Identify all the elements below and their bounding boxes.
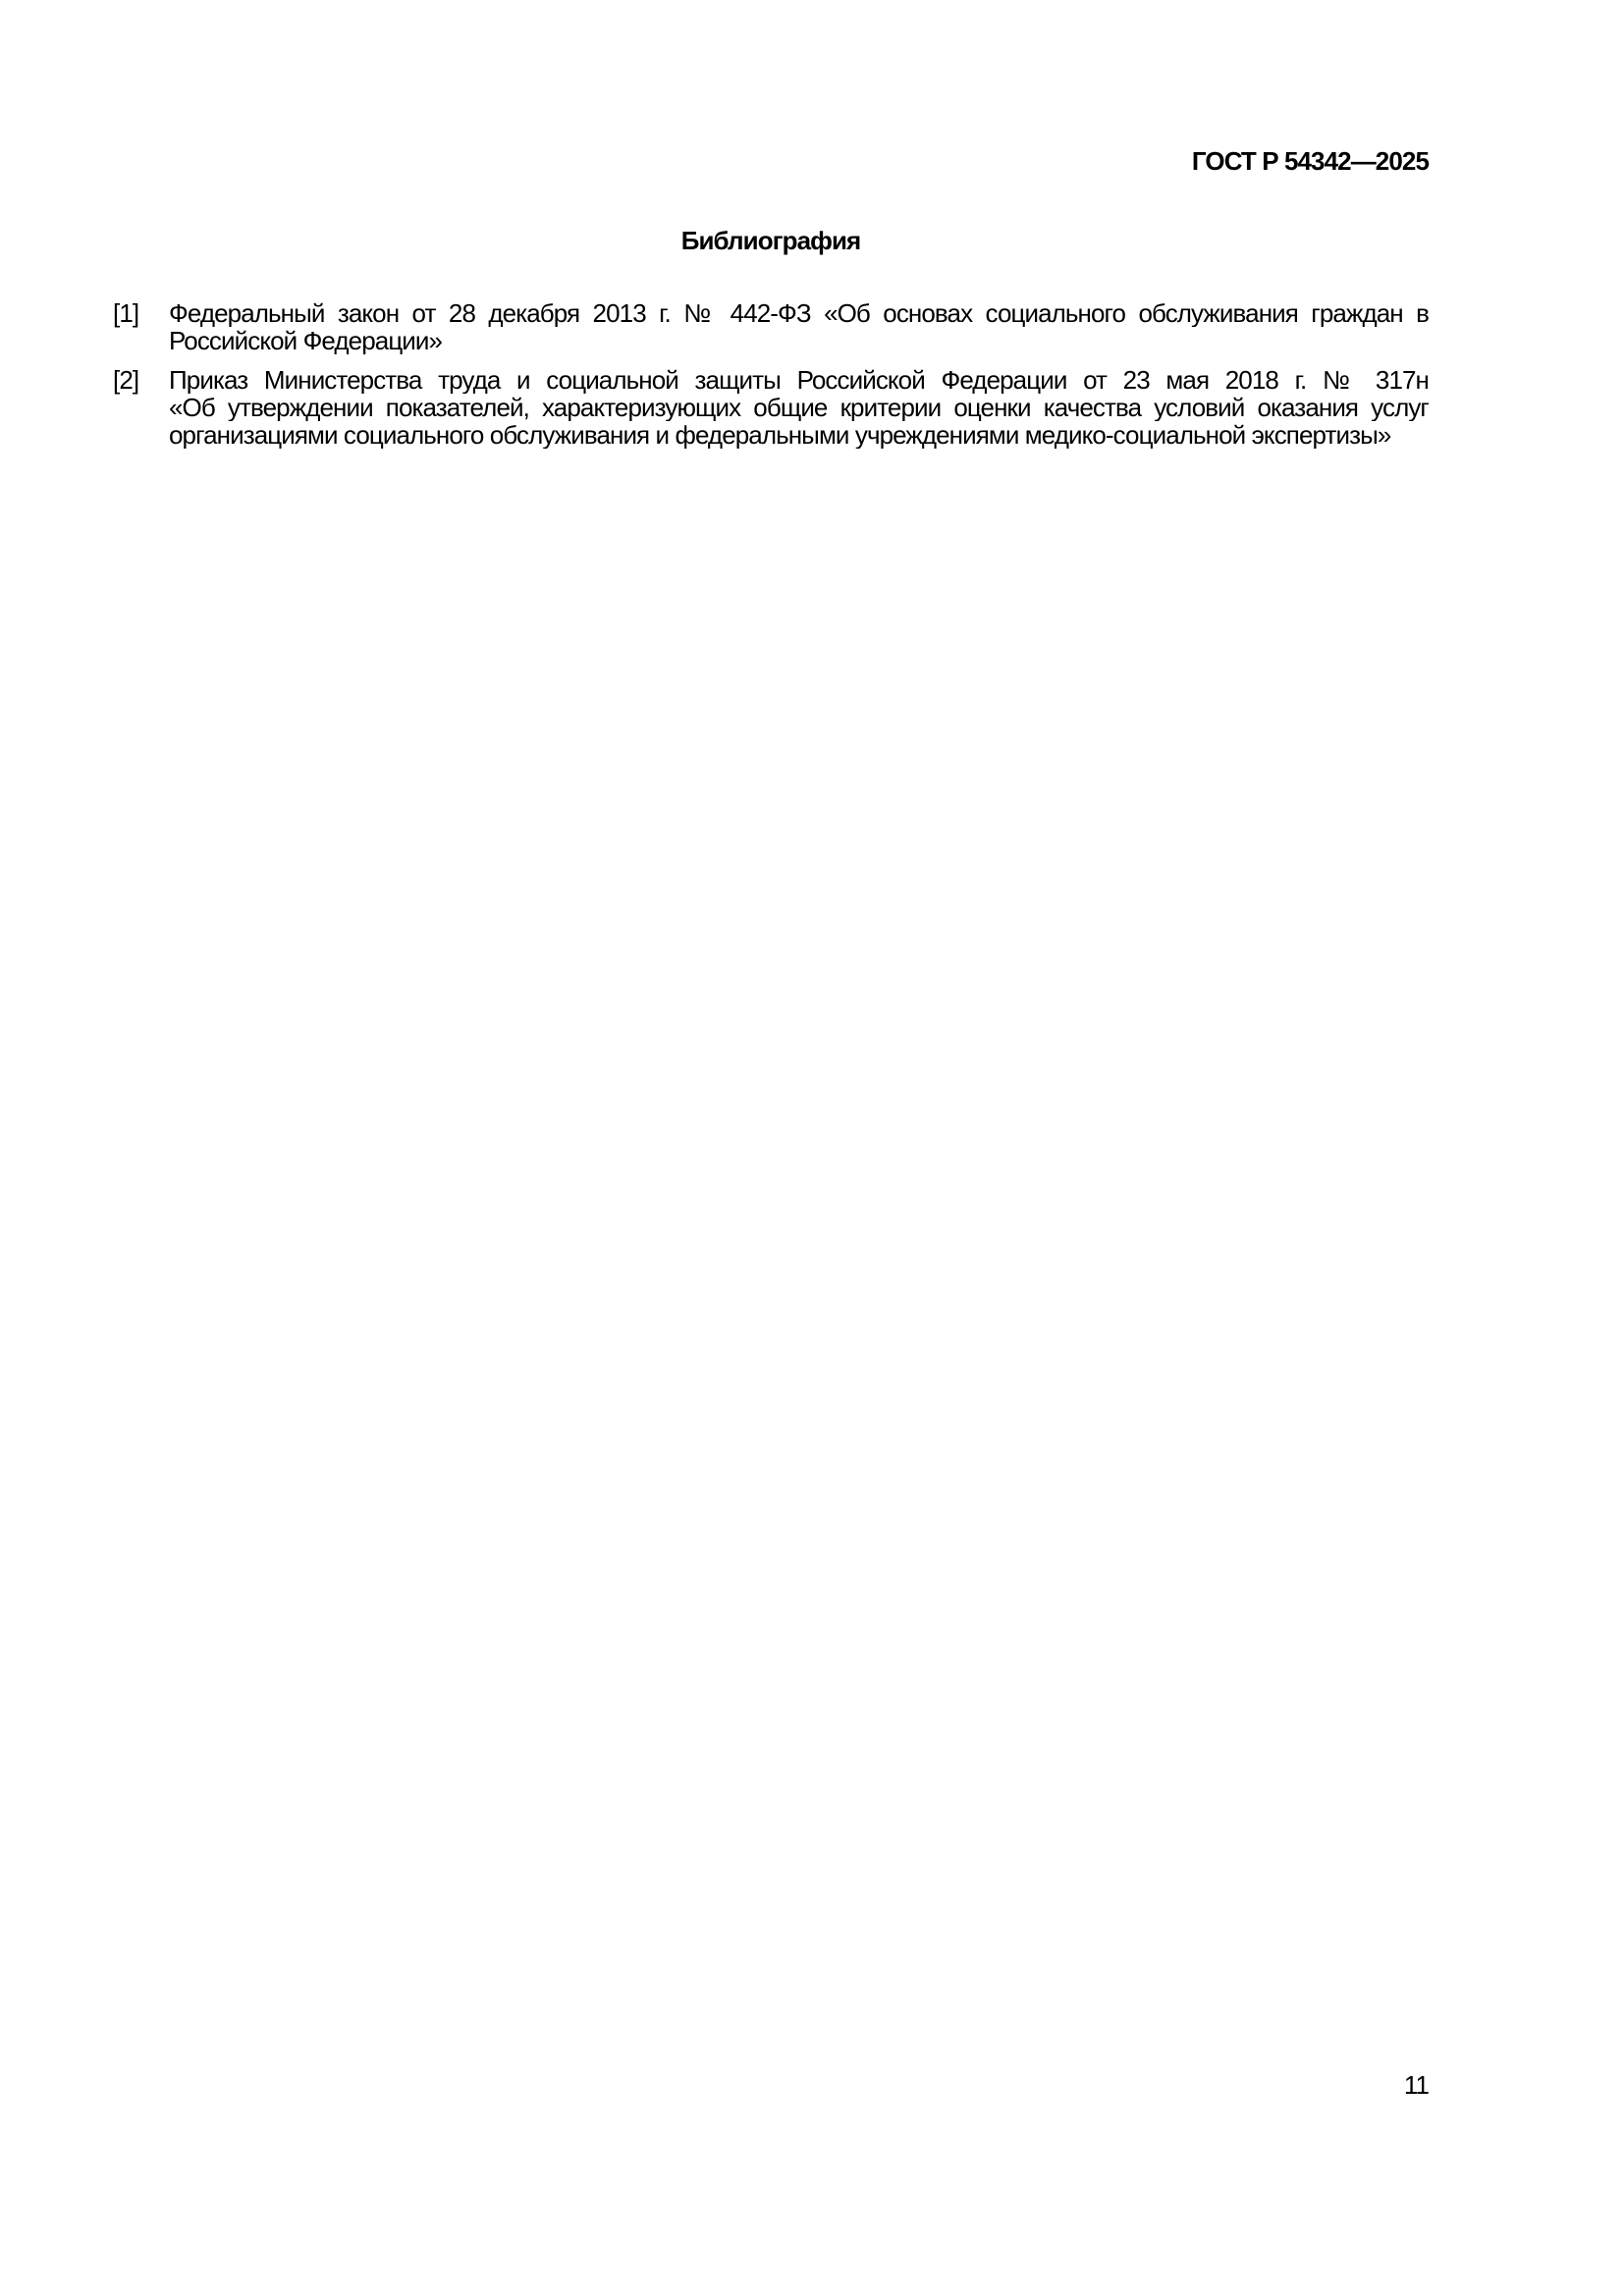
entry-2-text — [169, 366, 1429, 449]
document-code-header: ГОСТ Р 54342—2025 — [1191, 146, 1429, 176]
bibliography-entry-2 — [113, 366, 1429, 449]
entry-2-line-2: «Об утверждении показателей, характеризующих общие критерии оценки качества условий оказания услуг — [169, 394, 1429, 421]
page-title: Библиография — [680, 226, 861, 255]
bibliography-section — [113, 299, 1429, 449]
entry-1-text — [169, 299, 1429, 354]
entry-2-marker: [2] — [113, 365, 139, 395]
entry-1-line-1: Федеральный закон от 28 декабря 2013 г. № 442-ФЗ «Об основах социального обслуживания граждан в — [169, 299, 1429, 327]
entry-2-line-1: Приказ Министерства труда и социальной защиты Российской Федерации от 23 мая 2018 г. № 317н — [169, 366, 1429, 394]
entry-1-line-2: Российской Федерации» — [169, 327, 443, 354]
entry-2-line-3: организациями социального обслуживания и федеральными учреждениями медико-социальной экспертизы» — [169, 421, 1391, 449]
entry-1-marker: [1] — [113, 298, 139, 328]
page-number: 11 — [1403, 2070, 1429, 2100]
bibliography-entry-1 — [113, 299, 1429, 354]
